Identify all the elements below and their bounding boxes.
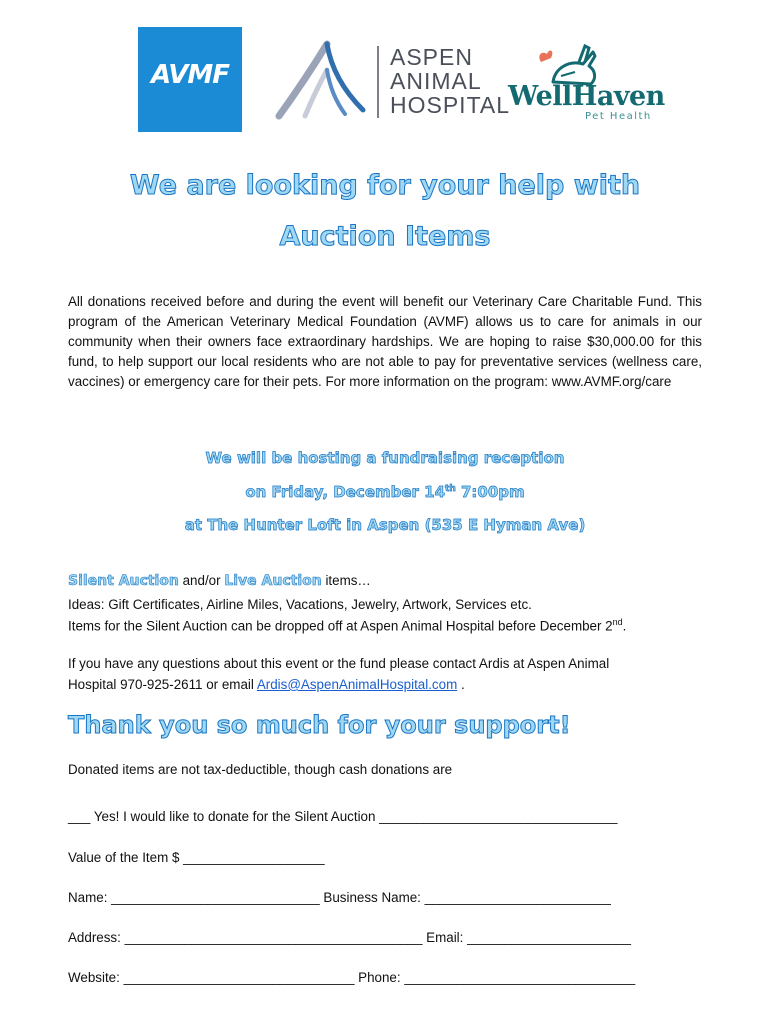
contact-end: .	[457, 677, 465, 692]
tax-note: Donated items are not tax-deductible, though cash donations are	[68, 762, 453, 777]
live-auction-label: Live Auction	[224, 573, 322, 589]
event-line-3: at The Hunter Loft in Aspen (535 E Hyman Ave)	[184, 516, 586, 534]
dropoff-line	[68, 617, 626, 633]
event-time: 7:00pm	[455, 483, 525, 501]
address-email-fields[interactable]: Address: ________________________________________ Email: ______________________	[68, 930, 631, 945]
auction-ideas: Ideas: Gift Certificates, Airline Miles, Vacations, Jewelry, Artwork, Services etc.	[68, 597, 532, 612]
contact-phone-text: Hospital 970-925-2611 or email	[68, 677, 257, 692]
contact-line-2	[68, 677, 465, 692]
contact-email-link[interactable]: Ardis@AspenAnimalHospital.com	[256, 677, 458, 692]
thank-you-heading: Thank you so much for your support!	[68, 711, 571, 739]
dropoff-date-suffix: nd	[612, 617, 623, 627]
intro-paragraph: All donations received before and during the event will benefit our Veterinary Care Charitable Fund. This program of the American Veterinary Medical Foundation (AVMF) allows us to care for animals in our community when their owners face extraordinary hardships. We are hoping to raise $30,000.00 for this fund, to help support our local residents who are not able to pay for preventative services (wellness care, vaccines) or emergency care for their pets. For more information on the program: www.AVMF.org/care	[68, 294, 702, 389]
event-date-suffix: th	[445, 484, 456, 494]
wellhaven-logo-tagline: Pet Health	[585, 111, 652, 122]
avmf-logo	[138, 27, 242, 132]
aspen-logo-line: ANIMAL	[390, 68, 482, 94]
donate-silent-auction-field[interactable]: ___ Yes! I would like to donate for the Silent Auction ________________________________	[68, 809, 618, 824]
auction-andor: and/or	[178, 573, 225, 588]
aspen-logo-line: HOSPITAL	[390, 92, 511, 118]
aspen-logo-text	[390, 45, 510, 117]
item-value-field[interactable]: Value of the Item $ ___________________	[68, 850, 325, 865]
event-date: on Friday, December 14	[245, 483, 446, 501]
headline-line-1: We are looking for your help with	[129, 170, 641, 201]
auction-items: items…	[321, 573, 371, 588]
silent-auction-label: Silent Auction	[68, 573, 179, 589]
auction-types-line	[68, 573, 371, 589]
headline-line-2: Auction Items	[279, 221, 491, 252]
name-business-fields[interactable]: Name: ____________________________ Business Name: _________________________	[68, 890, 611, 905]
event-line-2	[0, 483, 770, 501]
avmf-logo-text: AVMF	[150, 60, 230, 90]
dropoff-text: Items for the Silent Auction can be dropped off at Aspen Animal Hospital before December 2	[68, 618, 613, 634]
website-phone-fields[interactable]: Website: _______________________________ Phone: _______________________________	[68, 970, 636, 985]
aspen-logo-line: ASPEN	[390, 44, 473, 70]
aspen-mountain-icon	[275, 40, 367, 120]
wellhaven-logo-name: WellHaven	[508, 81, 665, 112]
aspen-logo-divider	[377, 46, 379, 118]
contact-line-1: If you have any questions about this event or the fund please contact Ardis at Aspen Animal	[68, 656, 610, 671]
dropoff-end: .	[622, 618, 627, 634]
event-line-1: We will be hosting a fundraising reception	[205, 449, 565, 467]
